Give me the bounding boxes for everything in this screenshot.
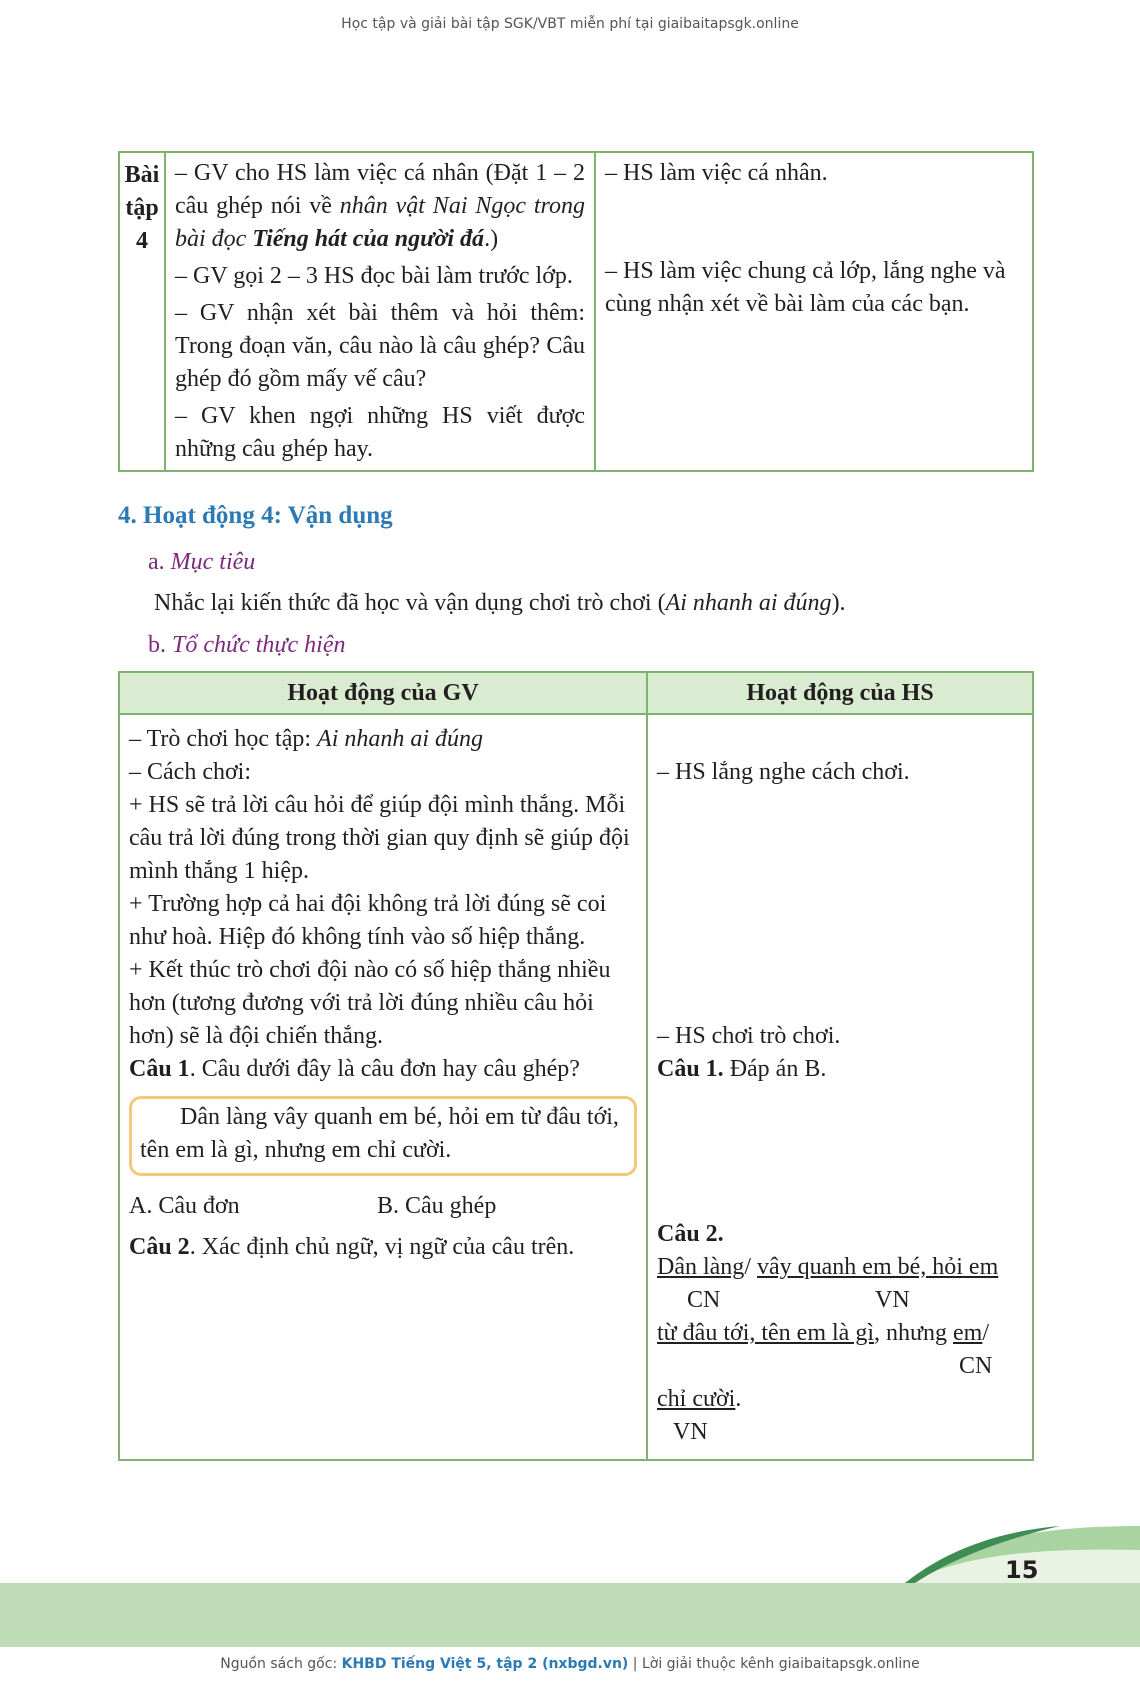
gv-instruction-1-text: – GV cho HS làm việc cá nhân (Đặt 1 – 2 câu ghép nói về (175, 160, 585, 219)
vn-label-2: VN (673, 1419, 708, 1445)
rule-2: + Trường hợp cả hai đội không trả lời đúng sẽ coi như hoà. Hiệp đó không tính vào số hiệp thắng. (129, 891, 607, 950)
gv-instruction-2: – GV gọi 2 – 3 HS đọc bài làm trước lớp. (175, 263, 573, 289)
question-2-text: . Xác định chủ ngữ, vị ngữ của câu trên. (189, 1234, 575, 1260)
answer-1-label: Câu 1. (657, 1056, 724, 1082)
vn-label-1: VN (875, 1287, 910, 1313)
answer-options (129, 1190, 637, 1223)
gv-instruction-1-italic: nhân vật Nai Ngọc trong bài đọc (175, 193, 585, 252)
activity-table (118, 671, 1034, 1461)
answer-1-text: Đáp án B. (723, 1056, 827, 1082)
footer-source (0, 1656, 1140, 1672)
goal-paragraph (154, 590, 846, 617)
exercise-label-line-1: Bài (124, 162, 160, 188)
goal-end: ). (831, 590, 846, 616)
analysis-labels-3 (657, 1416, 1023, 1449)
answer-2-label-text: Câu 2. (657, 1221, 724, 1247)
analysis-labels-1 (657, 1284, 1023, 1317)
question-1-label: Câu 1 (129, 1056, 190, 1082)
gv-activity-cell (119, 714, 647, 1460)
exercise-hs-cell (595, 152, 1033, 471)
game-name: Ai nhanh ai đúng (665, 590, 832, 616)
footer-suffix: | Lời giải thuộc kênh giaibaitapsgk.online (628, 1656, 920, 1672)
col-header-hs: Hoạt động của HS (647, 672, 1033, 714)
analysis-labels-2 (657, 1350, 1023, 1383)
subheading-b-prefix: b. (148, 632, 166, 658)
subheading-a-prefix: a. (148, 549, 165, 575)
analysis-line-2 (657, 1317, 1023, 1350)
analysis-line-3 (657, 1383, 1023, 1416)
separator-2: / (982, 1320, 989, 1346)
predicate-1b: từ đâu tới, tên em là gì (657, 1320, 874, 1346)
rule-1: + HS sẽ trả lời câu hỏi để giúp đội mình thắng. Mỗi câu trả lời đúng trong thời gian quy định sẽ giúp đội mình thắng 1 hiệp. (129, 792, 630, 884)
period: . (735, 1386, 742, 1412)
question-1-text: . Câu dưới đây là câu đơn hay câu ghép? (189, 1056, 580, 1082)
hs-listen: – HS lắng nghe cách chơi. (657, 759, 910, 785)
hs-response-2: – HS làm việc chung cả lớp, lắng nghe và cùng nhận xét về bài làm của các bạn. (605, 258, 1006, 317)
exercise-label-line-2: tập (125, 195, 159, 221)
exercise-label (119, 152, 165, 471)
predicate-2: chỉ cười (657, 1386, 736, 1412)
col-header-gv: Hoạt động của GV (119, 672, 647, 714)
cn-label-2: CN (959, 1353, 993, 1379)
subject-1: Dân làng (657, 1254, 745, 1280)
game-line-text: – Trò chơi học tập: (129, 726, 318, 752)
exercise-4-table (118, 151, 1034, 472)
answer-2-label (657, 1218, 1023, 1251)
section-heading: 4. Hoạt động 4: Vận dụng (118, 502, 393, 529)
game-line (129, 723, 637, 756)
question-2-label: Câu 2 (129, 1234, 190, 1260)
separator-1: / (744, 1254, 757, 1280)
subheading-b (148, 632, 345, 659)
question-1 (129, 1053, 637, 1086)
hs-play: – HS chơi trò chơi. (657, 1023, 841, 1049)
option-b: B. Câu ghép (377, 1193, 497, 1219)
footer-band (0, 1583, 1140, 1647)
predicate-1a: vây quanh em bé, hỏi em (756, 1254, 999, 1280)
answer-1 (657, 1053, 1023, 1086)
rules-label: – Cách chơi: (129, 759, 251, 785)
gv-instruction-1-end: .) (484, 226, 499, 252)
cn-label-1: CN (687, 1287, 721, 1313)
conjunction: , nhưng (873, 1320, 953, 1346)
page-number: 15 (1005, 1556, 1039, 1584)
gv-instruction-4: – GV khen ngợi những HS viết được những câu ghép hay. (175, 403, 585, 462)
subject-2: em (953, 1320, 983, 1346)
hs-response-1: – HS làm việc cá nhân. (605, 160, 828, 186)
gv-instruction-3: – GV nhận xét bài thêm và hỏi thêm: Trong đoạn văn, câu nào là câu ghép? Câu ghép đó gồm mấy vế câu? (175, 300, 585, 392)
exercise-label-line-3: 4 (136, 228, 148, 254)
subheading-b-title: Tổ chức thực hiện (172, 632, 346, 658)
analysis-line-1 (657, 1251, 1023, 1284)
footer-book-link[interactable]: KHBD Tiếng Việt 5, tập 2 (nxbgd.vn) (341, 1656, 629, 1672)
footer-prefix: Nguồn sách gốc: (220, 1656, 342, 1672)
site-header-note: Học tập và giải bài tập SGK/VBT miễn phí tại giaibaitapsgk.online (341, 16, 799, 32)
page-corner-swoosh (0, 1520, 1140, 1590)
gv-instruction-1 (175, 153, 585, 256)
game-line-name: Ai nhanh ai đúng (317, 726, 484, 752)
reading-title: Tiếng hát của người đá (252, 226, 485, 252)
question-2 (129, 1231, 637, 1264)
goal-text: Nhắc lại kiến thức đã học và vận dụng chơi trò chơi ( (154, 590, 666, 616)
subheading-a (148, 549, 255, 576)
exercise-gv-cell (165, 152, 595, 471)
example-sentence-box: Dân làng vây quanh em bé, hỏi em từ đâu tới, tên em là gì, nhưng em chỉ cười. (129, 1096, 637, 1176)
option-a: A. Câu đơn (129, 1193, 240, 1219)
subheading-a-title: Mục tiêu (170, 549, 256, 575)
hs-activity-cell (647, 714, 1033, 1460)
rule-3: + Kết thúc trò chơi đội nào có số hiệp thắng nhiều hơn (tương đương với trả lời đúng nhiều câu hỏi hơn) sẽ là đội chiến thắng. (129, 957, 611, 1049)
